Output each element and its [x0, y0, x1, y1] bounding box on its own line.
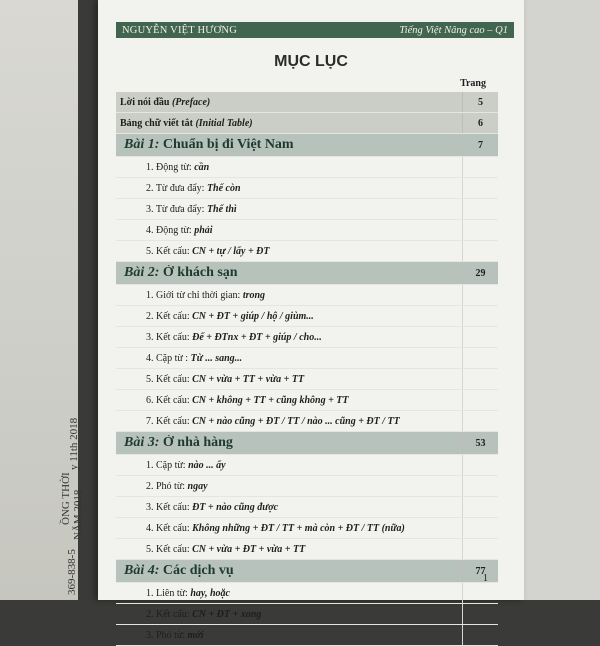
- toc-item-term: Không những + ĐT / TT + mà còn + ĐT / TT (nữa): [192, 522, 405, 534]
- toc-item-page-cell: [462, 476, 498, 496]
- toc-section-english: (Initial Table): [195, 117, 253, 129]
- toc-item-term: Thế còn: [206, 182, 241, 194]
- toc-item-lead: 7. Kết cấu:: [146, 415, 193, 427]
- toc-item-lead: 3. Phó từ:: [146, 629, 188, 641]
- toc-section-row: [116, 92, 498, 113]
- toc-item-row: [116, 306, 498, 327]
- toc-item-term: CN + tự / lấy + ĐT: [192, 245, 270, 257]
- toc-item-page-cell: [462, 348, 498, 368]
- toc-item-row: [116, 539, 498, 560]
- toc-item-row: [116, 625, 498, 646]
- toc-item-row: [116, 285, 498, 306]
- toc-page-number: 5: [462, 92, 498, 112]
- toc-item-page-cell: [462, 583, 498, 603]
- lesson-title: [116, 265, 462, 281]
- toc-item-text: [116, 416, 462, 427]
- table-of-contents: [116, 92, 498, 646]
- toc-section-label: Lời nói đầu: [120, 96, 172, 108]
- toc-item-page-cell: [462, 178, 498, 198]
- toc-item-text: [116, 246, 462, 257]
- lesson-page-number: 77: [462, 560, 498, 582]
- toc-item-text: [116, 630, 462, 641]
- toc-item-text: [116, 204, 462, 215]
- lesson-name: Ở nhà hàng: [162, 435, 233, 450]
- toc-item-row: [116, 241, 498, 262]
- toc-item-page-cell: [462, 455, 498, 475]
- toc-section-text: [116, 97, 462, 108]
- toc-item-lead: 6. Kết cấu:: [146, 394, 193, 406]
- toc-item-lead: 5. Kết cấu:: [146, 245, 193, 257]
- toc-item-text: [116, 502, 462, 513]
- toc-item-row: [116, 411, 498, 432]
- toc-item-term: CN + ĐT + giúp / hộ / giùm...: [192, 310, 314, 322]
- toc-item-page-cell: [462, 539, 498, 559]
- toc-item-text: [116, 162, 462, 173]
- toc-item-page-cell: [462, 220, 498, 240]
- toc-item-lead: 2. Phó từ:: [146, 480, 188, 492]
- header-author: NGUYỄN VIỆT HƯƠNG: [122, 24, 237, 36]
- lesson-number: Bài 1:: [124, 137, 163, 152]
- toc-item-page-cell: [462, 327, 498, 347]
- toc-item-lead: 2. Từ đưa đẩy:: [146, 182, 207, 194]
- lesson-title: [116, 435, 462, 451]
- lesson-row-2: [116, 262, 498, 285]
- toc-item-lead: 3. Kết cấu:: [146, 331, 193, 343]
- toc-item-text: [116, 481, 462, 492]
- toc-item-page-cell: [462, 518, 498, 538]
- toc-item-term: Từ ... sang...: [190, 352, 243, 364]
- toc-item-lead: 1. Giới từ chỉ thời gian:: [146, 289, 243, 301]
- toc-item-term: CN + vừa + ĐT + vừa + TT: [192, 543, 306, 555]
- toc-item-text: [116, 523, 462, 534]
- toc-item-lead: 5. Kết cấu:: [146, 373, 193, 385]
- toc-item-page-cell: [462, 497, 498, 517]
- toc-item-page-cell: [462, 604, 498, 624]
- toc-item-row: [116, 199, 498, 220]
- toc-item-lead: 2. Kết cấu:: [146, 310, 193, 322]
- toc-item-row: [116, 157, 498, 178]
- lesson-number: Bài 2:: [124, 265, 163, 280]
- toc-item-term: hay, hoặc: [190, 587, 230, 599]
- toc-item-row: [116, 369, 498, 390]
- toc-item-row: [116, 476, 498, 497]
- toc-item-term: ngay: [187, 480, 208, 492]
- running-header: [116, 22, 514, 38]
- toc-item-page-cell: [462, 157, 498, 177]
- toc-item-term: cần: [194, 161, 210, 173]
- toc-item-page-cell: [462, 241, 498, 261]
- page-number: 1: [483, 573, 488, 584]
- toc-item-lead: 3. Kết cấu:: [146, 501, 193, 513]
- toc-item-lead: 4. Động từ:: [146, 224, 195, 236]
- toc-item-row: [116, 178, 498, 199]
- toc-section-label: Bảng chữ viết tắt: [120, 117, 196, 129]
- background-left-book: [0, 0, 84, 600]
- toc-item-page-cell: [462, 199, 498, 219]
- lesson-row-4: [116, 560, 498, 583]
- toc-item-lead: 2. Kết cấu:: [146, 608, 193, 620]
- toc-item-term: CN + không + TT + cũng không + TT: [192, 394, 349, 406]
- toc-item-lead: 4. Cặp từ :: [146, 352, 191, 364]
- toc-item-row: [116, 220, 498, 241]
- spine-text-2: ỒNG THỜI: [60, 472, 72, 525]
- toc-item-lead: 5. Kết cấu:: [146, 543, 193, 555]
- toc-item-term: mới: [187, 629, 204, 641]
- lesson-row-3: [116, 432, 498, 455]
- lesson-page-number: 53: [462, 432, 498, 454]
- toc-item-term: Để + ĐTnx + ĐT + giúp / cho...: [192, 331, 322, 343]
- page-title: MỤC LỤC: [274, 53, 348, 70]
- toc-item-term: trong: [242, 289, 266, 301]
- toc-item-page-cell: [462, 411, 498, 431]
- toc-page-number: 6: [462, 113, 498, 133]
- toc-item-term: CN + nào cũng + ĐT / TT / nào ... cũng + ĐT / TT: [192, 415, 400, 427]
- lesson-row-1: [116, 134, 498, 157]
- toc-item-lead: 4. Kết cấu:: [146, 522, 193, 534]
- toc-item-term: ĐT + nào cũng được: [192, 501, 279, 513]
- toc-item-text: [116, 588, 462, 599]
- lesson-title: [116, 137, 462, 153]
- lesson-page-number: 29: [462, 262, 498, 284]
- spine-text-1: y 11th 2018: [68, 417, 80, 470]
- toc-item-text: [116, 395, 462, 406]
- background-right: [520, 0, 600, 600]
- lesson-name: Các dịch vụ: [162, 563, 234, 578]
- toc-section-text: [116, 118, 462, 129]
- toc-item-text: [116, 290, 462, 301]
- toc-item-page-cell: [462, 625, 498, 645]
- spine-text-4: 369-838-5: [66, 549, 78, 595]
- page-column-label: Trang: [460, 78, 486, 89]
- toc-section-english: (Preface): [171, 96, 211, 108]
- toc-item-lead: 3. Từ đưa đẩy:: [146, 203, 207, 215]
- toc-item-text: [116, 225, 462, 236]
- toc-item-term: Thế thì: [206, 203, 237, 215]
- toc-section-row: [116, 113, 498, 134]
- toc-item-text: [116, 311, 462, 322]
- toc-item-text: [116, 544, 462, 555]
- lesson-number: Bài 3:: [124, 435, 163, 450]
- toc-item-row: [116, 497, 498, 518]
- toc-item-text: [116, 460, 462, 471]
- toc-item-row: [116, 518, 498, 539]
- toc-item-row: [116, 348, 498, 369]
- toc-item-text: [116, 374, 462, 385]
- toc-item-lead: 1. Cặp từ:: [146, 459, 189, 471]
- toc-item-text: [116, 609, 462, 620]
- toc-item-row: [116, 455, 498, 476]
- lesson-name: Chuẩn bị đi Việt Nam: [162, 137, 294, 152]
- toc-item-text: [116, 332, 462, 343]
- toc-item-page-cell: [462, 285, 498, 305]
- lesson-page-number: 7: [462, 134, 498, 156]
- toc-item-row: [116, 583, 498, 604]
- toc-item-text: [116, 353, 462, 364]
- lesson-title: [116, 563, 462, 579]
- toc-item-page-cell: [462, 306, 498, 326]
- toc-page: [98, 0, 524, 641]
- toc-item-term: nào ... ấy: [188, 459, 226, 471]
- toc-item-term: CN + ĐT + xong: [192, 608, 262, 620]
- toc-item-page-cell: [462, 390, 498, 410]
- toc-item-text: [116, 183, 462, 194]
- lesson-number: Bài 4:: [124, 563, 163, 578]
- toc-item-lead: 1. Liên từ:: [146, 587, 191, 599]
- header-book-title: Tiếng Việt Nâng cao – Q1: [399, 24, 508, 36]
- toc-item-page-cell: [462, 369, 498, 389]
- toc-item-lead: 1. Động từ:: [146, 161, 195, 173]
- toc-item-term: CN + vừa + TT + vừa + TT: [192, 373, 305, 385]
- toc-item-row: [116, 604, 498, 625]
- lesson-name: Ở khách sạn: [162, 265, 238, 280]
- toc-item-row: [116, 390, 498, 411]
- toc-item-row: [116, 327, 498, 348]
- spine-text-3: NĂM 2018: [72, 489, 84, 540]
- toc-item-term: phải: [194, 224, 213, 236]
